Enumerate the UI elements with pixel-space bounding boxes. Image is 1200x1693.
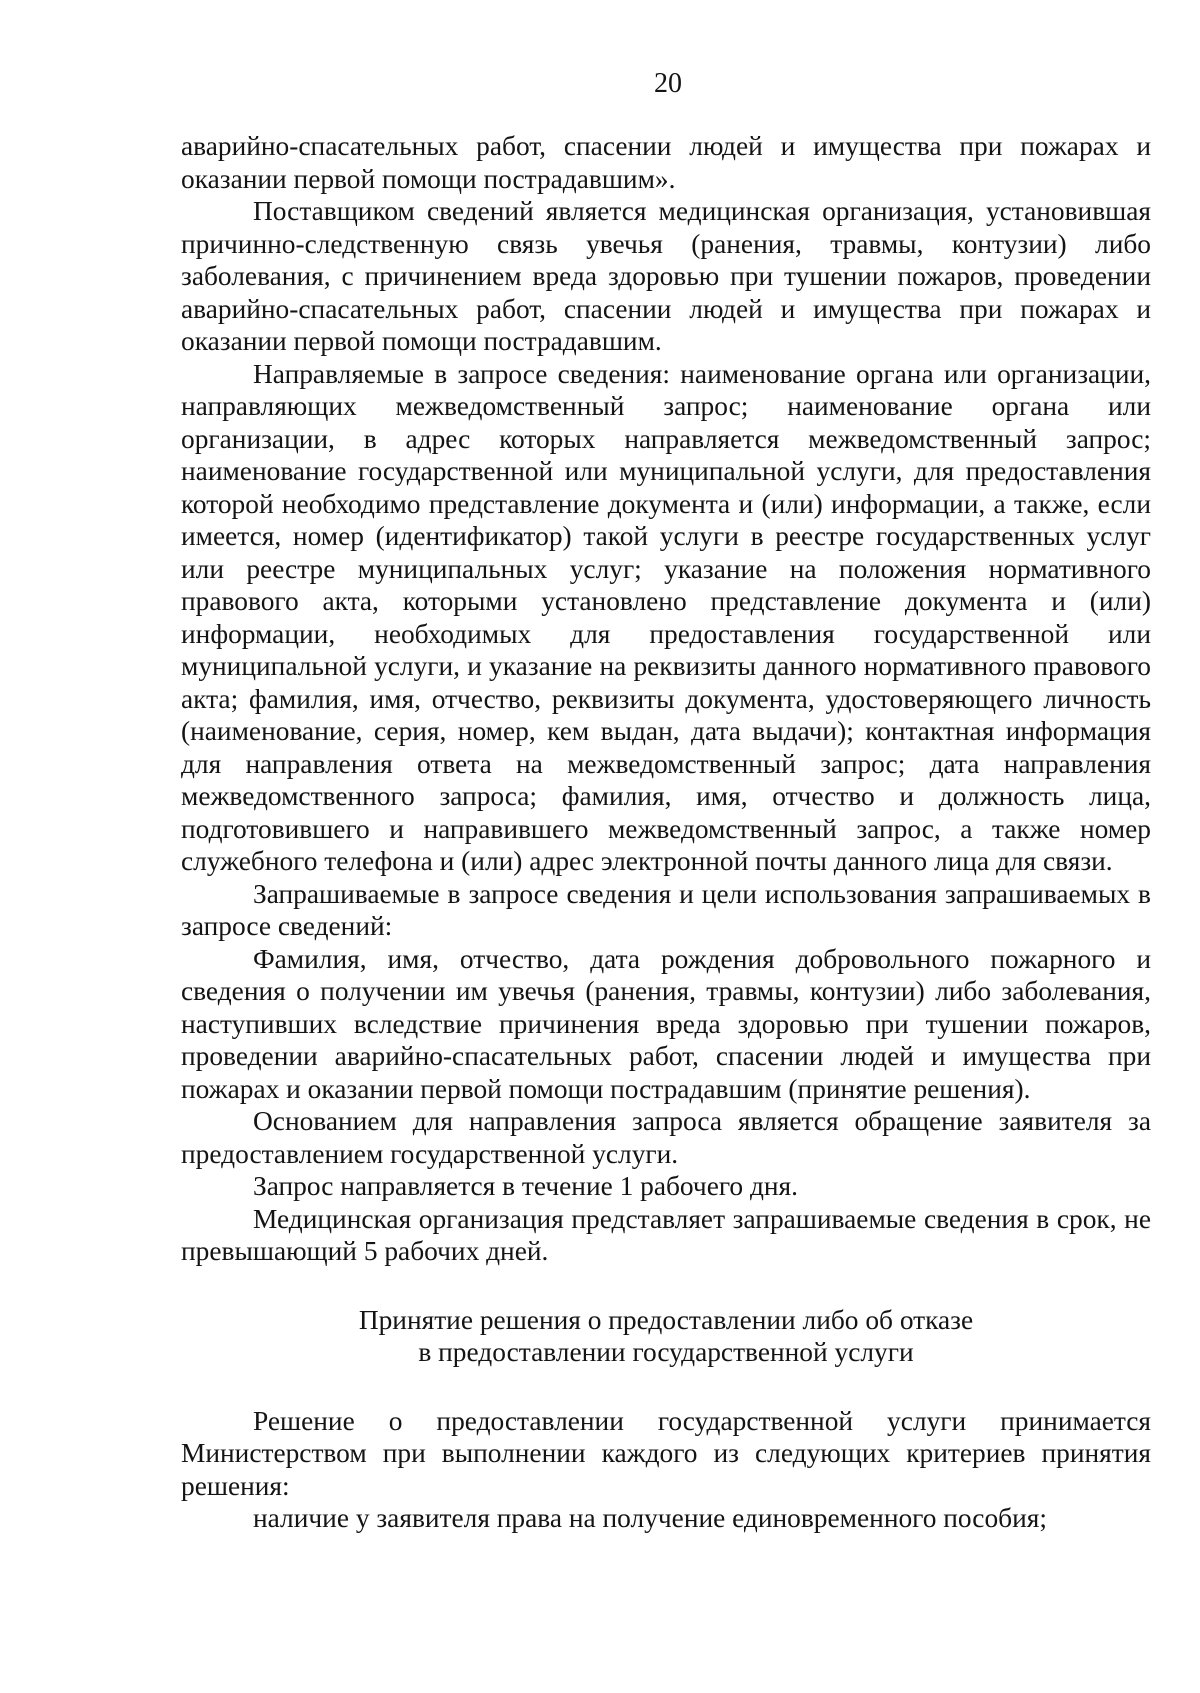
paragraph-request-contents: Направляемые в запросе сведения: наименование органа или организации, направляющих межведомственный запрос; наименование органа или организации, в адрес которых направляется межведомственный запрос; наименование государственной или муниципальной услуги, для предоставления которой необходимо представление документа и (или) информации, а также, если имеется, номер (идентификатор) такой услуги в реестре государственных услуг или реестре муниципальных услуг; указание на положения нормативного правового акта, которыми установлено представление документа и (или) информации, необходимых для предоставления государственной или муниципальной услуги, и указание на реквизиты данного нормативного правового акта; фамилия, имя, отчество, реквизиты документа, удостоверяющего личность (наименование, серия, номер, кем выдан, дата выдачи); контактная информация для направления ответа на межведомственный запрос; дата направления межведомственного запроса; фамилия, имя, отчество и должность лица, подготовившего и направившего межведомственный запрос, а также номер служебного телефона и (или) адрес электронной почты данного лица для связи. (181, 358, 1151, 876)
section-heading-line-2: в предоставлении государственной услуги (418, 1337, 914, 1367)
paragraph-requested-details: Фамилия, имя, отчество, дата рождения добровольного пожарного и сведения о получении им увечья (ранения, травмы, контузии) либо заболевания, наступивших вследствие причинения вреда здоровью при тушении пожаров, проведении аварийно-спасательных работ, спасении людей и имущества при пожарах и оказании первой помощи пострадавшим (принятие решения). (181, 943, 1151, 1104)
paragraph-request-deadline: Запрос направляется в течение 1 рабочего дня. (253, 1171, 798, 1201)
paragraph-response-deadline: Медицинская организация представляет запрашиваемые сведения в срок, не превышающий 5 рабочих дней. (181, 1203, 1151, 1266)
paragraph-decision: Решение о предоставлении государственной услуги принимается Министерством при выполнении каждого из следующих критериев принятия решения: (181, 1405, 1151, 1501)
paragraph-supplier: Поставщиком сведений является медицинская организация, установившая причинно-следственную связь увечья (ранения, травмы, контузии) либо заболевания, с причинением вреда здоровью при тушении пожаров, проведении аварийно-спасательных работ, спасении людей и имущества при пожарах и оказании первой помощи пострадавшим. (181, 196, 1151, 356)
paragraph-continuation: аварийно-спасательных работ, спасении людей и имущества при пожарах и оказании первой помощи пострадавшим». (181, 131, 1151, 194)
page-number: 20 (654, 68, 682, 99)
document-body (181, 130, 1151, 1535)
paragraph-request-basis: Основанием для направления запроса является обращение заявителя за предоставлением государственной услуги. (181, 1106, 1151, 1169)
section-heading-line-1: Принятие решения о предоставлении либо об отказе (358, 1304, 974, 1335)
paragraph-requested-info: Запрашиваемые в запросе сведения и цели использования запрашиваемых в запросе сведений: (181, 878, 1151, 941)
section-heading (181, 1304, 1151, 1369)
paragraph-criterion: наличие у заявителя права на получение единовременного пособия; (253, 1503, 1047, 1533)
